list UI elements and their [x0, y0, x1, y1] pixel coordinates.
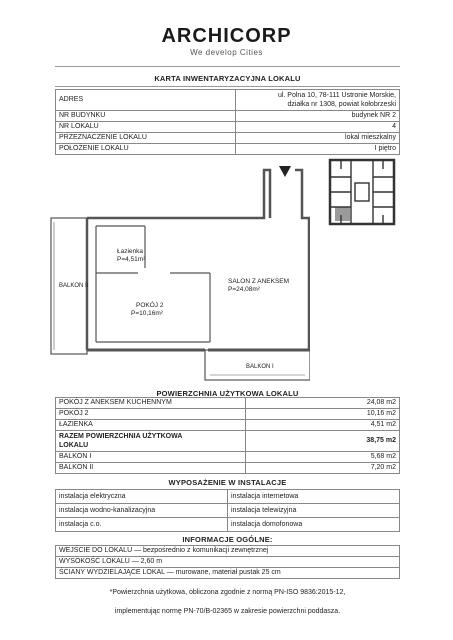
general-section-title: INFORMACJE OGÓLNE:	[182, 535, 273, 544]
area-total-label-line: LOKALU	[59, 442, 89, 449]
table-row	[56, 490, 400, 504]
logo-text: ARCHICORP	[161, 25, 292, 47]
info-label: NR LOKALU	[56, 122, 236, 133]
footnote-line: *Powierzchnia użytkowa, obliczona zgodnie z normą PN-ISO 9836:2015-12,	[109, 589, 346, 596]
equipment-section-title: WYPOSAŻENIE W INSTALACJE	[168, 478, 287, 487]
floor-plan	[50, 160, 310, 385]
equipment-item: instalacja wodno-kanalizacyjna	[56, 504, 228, 518]
area-value: 24,08 m2	[246, 398, 400, 409]
footnote-line: implementując normę PN-70/B-02365 w zakresie powierzchni poddasza.	[114, 608, 341, 615]
area-label: BALKON I	[56, 452, 246, 463]
table-row	[56, 463, 400, 474]
equipment-table	[55, 489, 400, 532]
info-label: ADRES	[56, 90, 236, 111]
info-value: budynek NR 2	[236, 111, 400, 122]
bathroom-area: P=4,51m²	[117, 256, 146, 263]
info-label: PRZEZNACZENIE LOKALU	[56, 133, 236, 144]
general-info-item: WEJŚCIE DO LOKALU — bezpośrednio z komunikacji zewnętrznej	[56, 546, 400, 557]
title-divider	[55, 66, 400, 67]
company-logo	[0, 25, 453, 57]
unit-walls	[87, 170, 310, 218]
info-value: 4	[236, 122, 400, 133]
info-label: NR BUDYNKU	[56, 111, 236, 122]
general-info-item: ŚCIANY WYDZIELAJĄCE LOKAL — murowane, materiał pustak 25 cm	[56, 568, 400, 579]
table-row	[56, 90, 400, 111]
general-info-item: WYSOKOŚĆ LOKALU — 2,60 m	[56, 557, 400, 568]
equipment-item: instalacja domofonowa	[228, 518, 400, 532]
table-row	[56, 144, 400, 155]
area-total-label-line: RAZEM POWIERZCHNIA UŻYTKOWA	[59, 433, 183, 440]
table-row	[56, 546, 400, 557]
table-row	[56, 431, 400, 452]
table-row	[56, 398, 400, 409]
equipment-item: instalacja elektryczna	[56, 490, 228, 504]
area-section-title: POWIERZCHNIA UŻYTKOWA LOKALU	[156, 389, 299, 398]
area-label: BALKON II	[56, 463, 246, 474]
table-row	[56, 557, 400, 568]
bathroom-label: Łazienka	[117, 248, 144, 255]
table-row	[56, 122, 400, 133]
area-label: POKÓJ Z ANEKSEM KUCHENNYM	[56, 398, 246, 409]
living-room-area: P=24,08m²	[228, 286, 260, 293]
table-row	[56, 133, 400, 144]
general-info-table	[55, 545, 400, 579]
building-key-plan	[327, 157, 397, 227]
entrance-marker-icon	[279, 166, 291, 177]
title-divider	[55, 86, 400, 87]
area-value: 10,16 m2	[246, 409, 400, 420]
area-label: ŁAZIENKA	[56, 420, 246, 431]
info-value: I piętro	[236, 144, 400, 155]
table-row	[56, 420, 400, 431]
equipment-item: instalacja telewizyjna	[228, 504, 400, 518]
address-line: działka nr 1308, powiat kołobrzeski	[287, 101, 396, 108]
equipment-item: instalacja internetowa	[228, 490, 400, 504]
room-2-area: P=10,16m²	[131, 310, 163, 317]
balcony-2-label: BALKON II	[59, 283, 89, 289]
area-value: 7,20 m2	[246, 463, 400, 474]
table-row	[56, 111, 400, 122]
highlighted-unit	[335, 207, 350, 221]
table-row	[56, 504, 400, 518]
table-row	[56, 518, 400, 532]
info-value: lokal mieszkalny	[236, 133, 400, 144]
table-row	[56, 568, 400, 579]
living-room-label: SALON Z ANEKSEM	[228, 278, 290, 285]
area-label: POKÓJ 2	[56, 409, 246, 420]
room-2-label: POKÓJ 2	[136, 302, 164, 309]
info-label: POŁOŻENIE LOKALU	[56, 144, 236, 155]
balcony-1-label: BALKON I	[246, 364, 274, 370]
table-row	[56, 409, 400, 420]
info-value	[236, 90, 400, 111]
logo-tagline: We develop Cities	[190, 48, 263, 57]
area-value: 4,51 m2	[246, 420, 400, 431]
address-line: ul. Polna 10, 78-111 Ustronie Morskie,	[277, 92, 396, 99]
equipment-item: instalacja c.o.	[56, 518, 228, 532]
area-total-label	[56, 431, 246, 452]
unit-info-table	[55, 89, 400, 155]
area-value: 5,68 m2	[246, 452, 400, 463]
area-total-value: 38,75 m2	[246, 431, 400, 452]
area-table	[55, 397, 400, 474]
table-row	[56, 452, 400, 463]
card-title: KARTA INWENTARYZACYJNA LOKALU	[154, 74, 301, 83]
